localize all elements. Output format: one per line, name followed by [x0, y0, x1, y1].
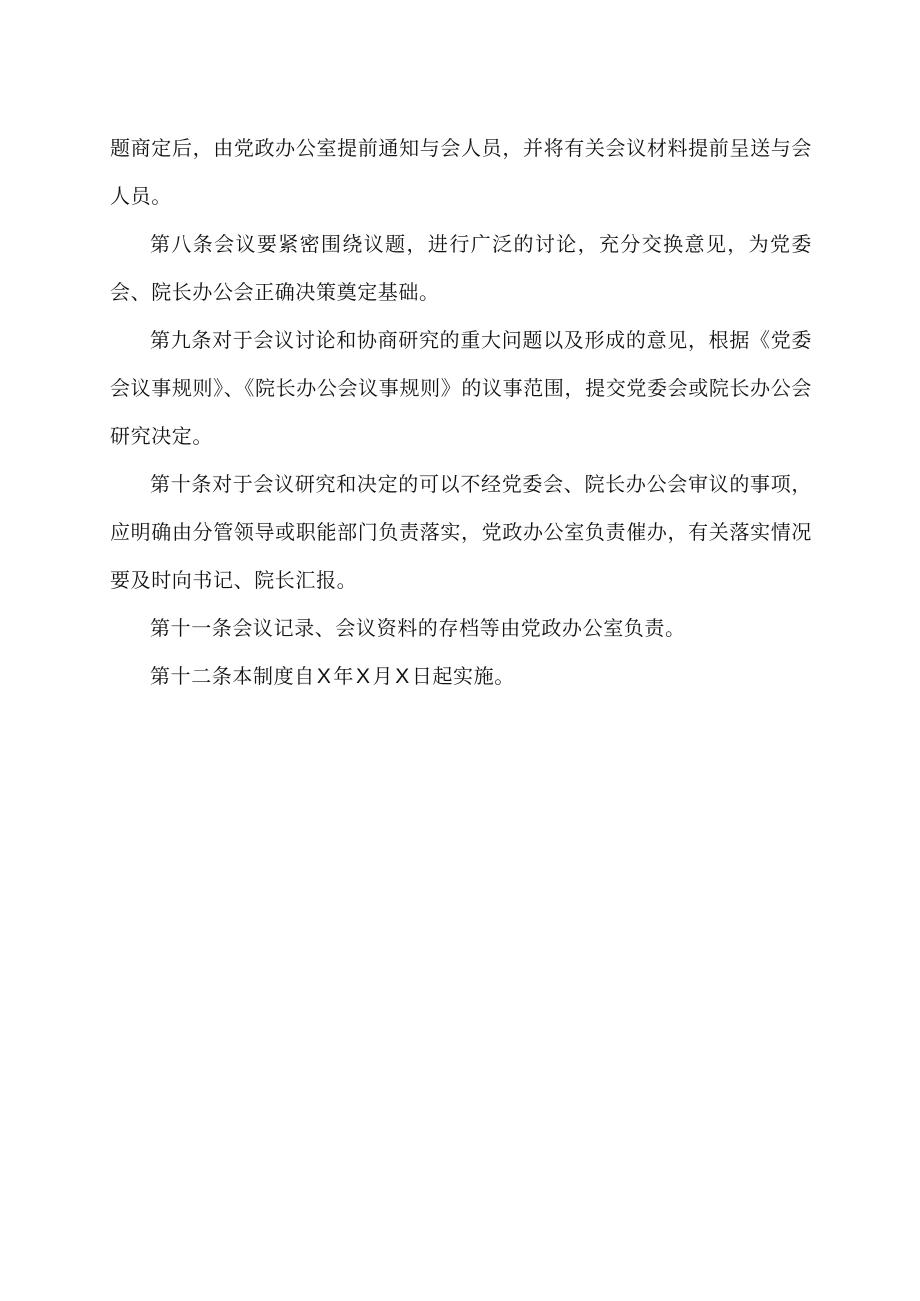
paragraph-continued: 题商定后，由党政办公室提前通知与会人员，并将有关会议材料提前呈送与会人员。	[110, 136, 812, 208]
article-9-paragraph: 第九条对于会议讨论和协商研究的重大问题以及形成的意见，根据《党委会议事规则》、《院长办公会议事规则》的议事范围，提交党委会或院长办公会研究决定。	[110, 328, 812, 448]
article-11-paragraph: 第十一条会议记录、会议资料的存档等由党政办公室负责。	[150, 616, 686, 640]
year-unit: 年	[333, 664, 355, 688]
year-placeholder: X	[316, 665, 332, 688]
article-12-prefix: 第十二条本制度自	[150, 664, 315, 688]
day-placeholder: X	[395, 665, 410, 688]
document-body	[110, 124, 812, 701]
article-12-paragraph	[110, 652, 812, 701]
article-12-suffix: 日起实施。	[411, 664, 515, 688]
article-10-paragraph: 第十条对于会议研究和决定的可以不经党委会、院长办公会审议的事项，应明确由分管领导或职能部门负责落实，党政办公室负责催办，有关落实情况要及时向书记、院长汇报。	[110, 472, 812, 592]
article-8-paragraph: 第八条会议要紧密围绕议题，进行广泛的讨论，充分交换意见，为党委会、院长办公会正确决策奠定基础。	[110, 232, 812, 304]
month-unit: 月	[372, 664, 394, 688]
month-placeholder: X	[356, 665, 371, 688]
